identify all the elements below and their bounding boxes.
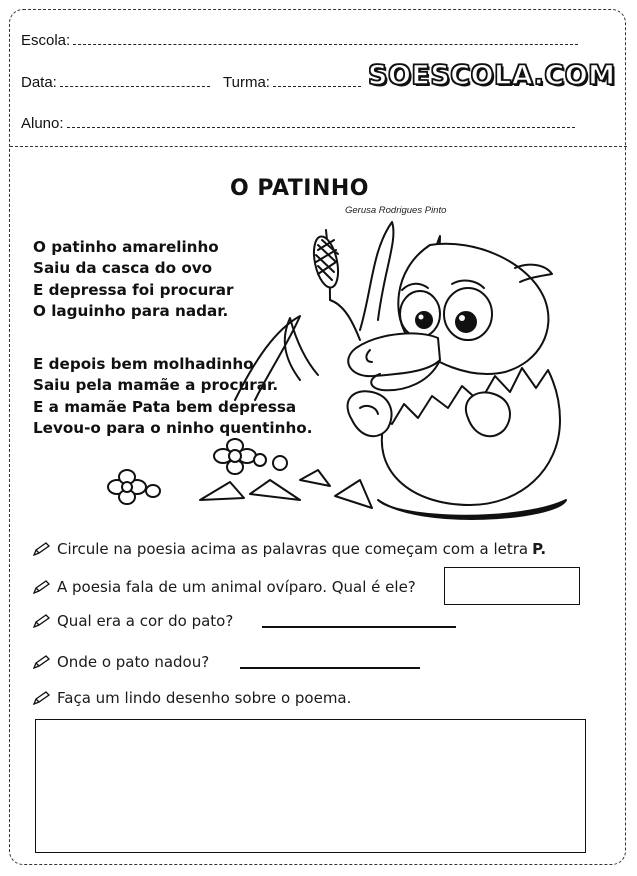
flower-cluster-icon [95, 465, 175, 510]
date-field [21, 74, 210, 91]
poem-line: O patinho amarelinho [33, 238, 219, 256]
poem-line: E a mamãe Pata bem depressa [33, 397, 297, 416]
question-3-answer-line[interactable] [262, 626, 456, 628]
question-4 [33, 653, 209, 671]
class-field [223, 74, 361, 91]
duckling-hatching-illustration [190, 210, 590, 530]
poem-title: O PATINHO [230, 176, 370, 201]
question-2-answer-box[interactable] [444, 567, 580, 605]
question-3-text: Qual era a cor do pato? [57, 612, 234, 630]
question-1 [33, 540, 546, 558]
class-input-line[interactable] [273, 85, 361, 87]
question-5-text: Faça um lindo desenho sobre o poema. [57, 689, 352, 707]
question-5 [33, 689, 351, 707]
question-1-letter: P. [532, 540, 547, 558]
school-label: Escola: [21, 32, 71, 49]
pencil-icon [33, 542, 51, 556]
date-input-line[interactable] [60, 85, 210, 87]
flower-icon [214, 439, 287, 474]
drawing-box[interactable] [35, 719, 586, 853]
student-field [21, 115, 575, 132]
question-1-text: Circule na poesia acima as palavras que começam com a letra [57, 540, 529, 558]
school-field [21, 32, 578, 49]
pencil-icon [33, 580, 51, 594]
date-label: Data: [21, 74, 57, 91]
poem-line: E depois bem molhadinho [33, 355, 254, 373]
student-input-line[interactable] [67, 126, 575, 128]
poem-author: Gerusa Rodrigues Pinto [345, 205, 447, 216]
poem-line: O laguinho para nadar. [33, 301, 229, 320]
student-label: Aluno: [21, 115, 64, 132]
poem-line: Levou-o para o ninho quentinho. [33, 418, 313, 437]
pencil-icon [33, 614, 51, 628]
header-divider [10, 146, 627, 147]
poem-line: E depressa foi procurar [33, 280, 234, 299]
question-4-text: Onde o pato nadou? [57, 653, 210, 671]
pencil-icon [33, 691, 51, 705]
question-3 [33, 612, 233, 630]
school-input-line[interactable] [73, 43, 578, 45]
poem-line: Saiu pela mamãe a procurar. [33, 376, 279, 395]
soescola-logo: SOESCOLA.COM [368, 60, 616, 91]
pencil-icon [33, 655, 51, 669]
class-label: Turma: [223, 74, 270, 91]
question-2-text: A poesia fala de um animal ovíparo. Qual é ele? [57, 578, 416, 596]
question-2 [33, 578, 416, 596]
poem-line: Saiu da casca do ovo [33, 259, 213, 278]
question-4-answer-line[interactable] [240, 667, 420, 669]
